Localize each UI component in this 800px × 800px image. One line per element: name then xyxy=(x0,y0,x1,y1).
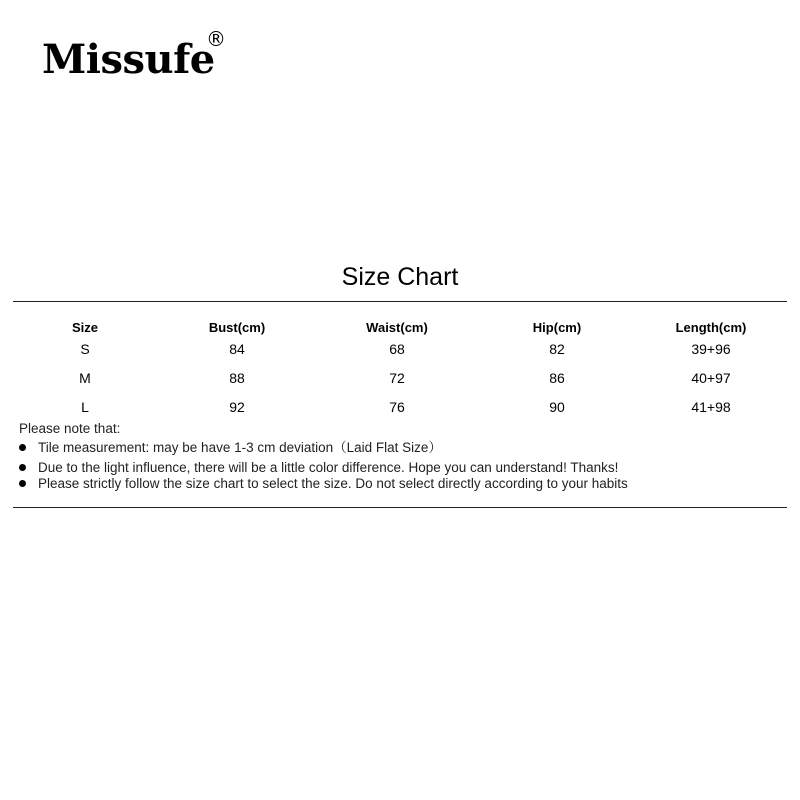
notes-heading: Please note that: xyxy=(19,421,121,436)
cell-waist: 76 xyxy=(389,399,405,415)
cell-bust: 92 xyxy=(229,399,245,415)
divider-top xyxy=(13,301,787,302)
cell-bust: 84 xyxy=(229,341,245,357)
note-text: Due to the light influence, there will be a little color difference. Hope you can understand! Thanks! xyxy=(38,460,619,475)
cell-length: 40+97 xyxy=(691,370,731,386)
cell-size: M xyxy=(79,370,91,386)
registered-trademark-mark: ® xyxy=(206,27,226,51)
bullet-icon xyxy=(19,444,26,451)
cell-waist: 72 xyxy=(389,370,405,386)
page-title: Size Chart xyxy=(341,263,459,291)
table-row xyxy=(0,397,800,417)
table-row xyxy=(0,339,800,359)
table-header-row xyxy=(0,318,800,338)
bullet-icon xyxy=(19,480,26,487)
brand-logo: Missufe xyxy=(42,36,215,83)
cell-size: L xyxy=(81,399,89,415)
column-header-waist: Waist(cm) xyxy=(366,320,428,335)
bullet-icon xyxy=(19,464,26,471)
column-header-hip: Hip(cm) xyxy=(532,320,582,335)
cell-waist: 68 xyxy=(389,341,405,357)
cell-hip: 82 xyxy=(549,341,565,357)
divider-bottom xyxy=(13,507,787,508)
note-item xyxy=(19,439,442,457)
cell-hip: 86 xyxy=(549,370,565,386)
cell-size: S xyxy=(80,341,90,357)
column-header-length: Length(cm) xyxy=(675,320,747,335)
note-text: Please strictly follow the size chart to select the size. Do not select directly according to your habits xyxy=(38,476,628,491)
note-text: Tile measurement: may be have 1-3 cm deviation（Laid Flat Size） xyxy=(38,440,442,455)
cell-bust: 88 xyxy=(229,370,245,386)
table-row xyxy=(0,368,800,388)
column-header-bust: Bust(cm) xyxy=(208,320,266,335)
column-header-size: Size xyxy=(71,320,98,335)
cell-hip: 90 xyxy=(549,399,565,415)
cell-length: 39+96 xyxy=(691,341,731,357)
note-item xyxy=(19,475,628,493)
cell-length: 41+98 xyxy=(691,399,731,415)
